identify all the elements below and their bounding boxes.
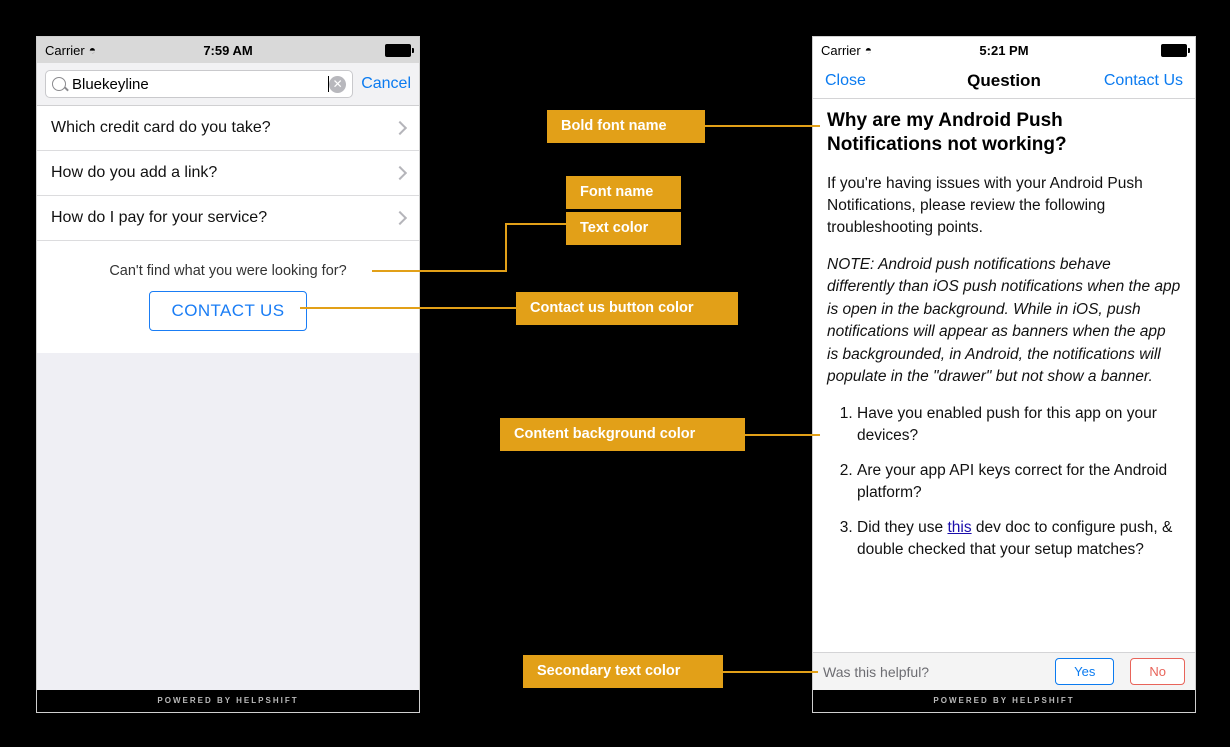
callout-content-background-color: Content background color (500, 418, 745, 451)
status-left-group (45, 43, 96, 58)
callout-text-color: Text color (566, 212, 681, 245)
status-time: 5:21 PM (979, 42, 1029, 58)
clear-icon[interactable]: ✕ (329, 76, 346, 93)
callout-secondary-text-color: Secondary text color (523, 655, 723, 688)
leader-line-contact-us-button-color (300, 307, 516, 309)
status-right-group (1161, 44, 1187, 57)
battery-icon (1161, 44, 1187, 57)
status-time: 7:59 AM (203, 42, 253, 58)
navigation-bar (813, 63, 1195, 99)
contact-us-link[interactable]: Contact Us (1103, 71, 1183, 89)
carrier-label: Carrier (45, 42, 85, 58)
search-results-list (37, 106, 419, 241)
page-title: Question (967, 70, 1041, 90)
cancel-button[interactable]: Cancel (361, 75, 411, 92)
list-item[interactable] (37, 106, 419, 151)
leader-line-bold-font-name (705, 125, 820, 127)
helpful-bar (813, 652, 1195, 690)
list-item[interactable] (37, 151, 419, 196)
question-intro: If you're having issues with your Android Push Notifications, please review the following troubleshooting points. (827, 174, 1143, 237)
dev-doc-link[interactable]: this (947, 518, 972, 536)
troubleshooting-list (827, 403, 1181, 562)
chevron-right-icon (393, 211, 407, 225)
no-button[interactable]: No (1130, 658, 1185, 685)
list-item-label: How do you add a link? (51, 164, 218, 181)
wifi-icon: ◓ (864, 43, 872, 57)
chevron-right-icon (393, 166, 407, 180)
list-item (857, 517, 1181, 562)
left-status-bar (37, 37, 419, 63)
callout-font-name: Font name (566, 176, 681, 209)
close-button[interactable]: Close (825, 71, 866, 89)
search-input[interactable] (45, 70, 353, 98)
status-right-group (385, 44, 411, 57)
list-item-label: Which credit card do you take? (51, 119, 271, 136)
helpful-question: Was this helpful? (823, 663, 930, 680)
leader-line-secondary-text-color (723, 671, 818, 673)
left-phone-frame (36, 36, 420, 713)
search-icon (52, 77, 66, 91)
callout-bold-font-name: Bold font name (547, 110, 705, 143)
leader-line-text-color-h2 (372, 270, 507, 272)
list-item-text: Have you enabled push for this app on your devices? (857, 404, 1157, 445)
right-status-bar (813, 37, 1195, 63)
list-item-label: How do I pay for your service? (51, 209, 268, 226)
callout-contact-us-button-color: Contact us button color (516, 292, 738, 325)
footer-prompt: Can't find what you were looking for? (37, 241, 419, 291)
chevron-right-icon (393, 121, 407, 135)
question-note: NOTE: Android push notifications behave differently than iOS push notifications when the app is open in the background. While in iOS, push notifications will appear as banners when the app is backgrounded, in Android, the notifications will populate in the "drawer" but not show a banner. (827, 255, 1181, 386)
search-bar (37, 63, 419, 106)
battery-icon (385, 44, 411, 57)
powered-by-bar: POWERED BY HELPSHIFT (37, 690, 419, 712)
contact-button-row (37, 291, 419, 353)
question-content (813, 99, 1195, 652)
right-phone-frame (812, 36, 1196, 713)
powered-by-bar: POWERED BY HELPSHIFT (813, 690, 1195, 712)
list-item[interactable] (37, 196, 419, 241)
list-item (857, 403, 1181, 448)
list-item-text: Did they use (857, 518, 948, 536)
question-title: Why are my Android Push Notifications not working? (827, 110, 1067, 155)
list-item-text: Are your app API keys correct for the Android platform? (857, 461, 1168, 502)
status-left-group (821, 43, 872, 58)
list-item (857, 460, 1181, 505)
search-input-value: Bluekeyline (72, 75, 149, 93)
leader-line-text-color-h1 (505, 223, 566, 225)
contact-us-button[interactable]: CONTACT US (149, 291, 308, 331)
leader-line-text-color-v (505, 223, 507, 272)
empty-content-area (37, 353, 419, 690)
carrier-label: Carrier (821, 42, 861, 58)
wifi-icon: ◓ (88, 43, 96, 57)
list-item-text-suffix: dev doc to configure push, & double checked that your setup matches? (857, 518, 1173, 559)
leader-line-content-background-color (745, 434, 820, 436)
yes-button[interactable]: Yes (1055, 658, 1114, 685)
